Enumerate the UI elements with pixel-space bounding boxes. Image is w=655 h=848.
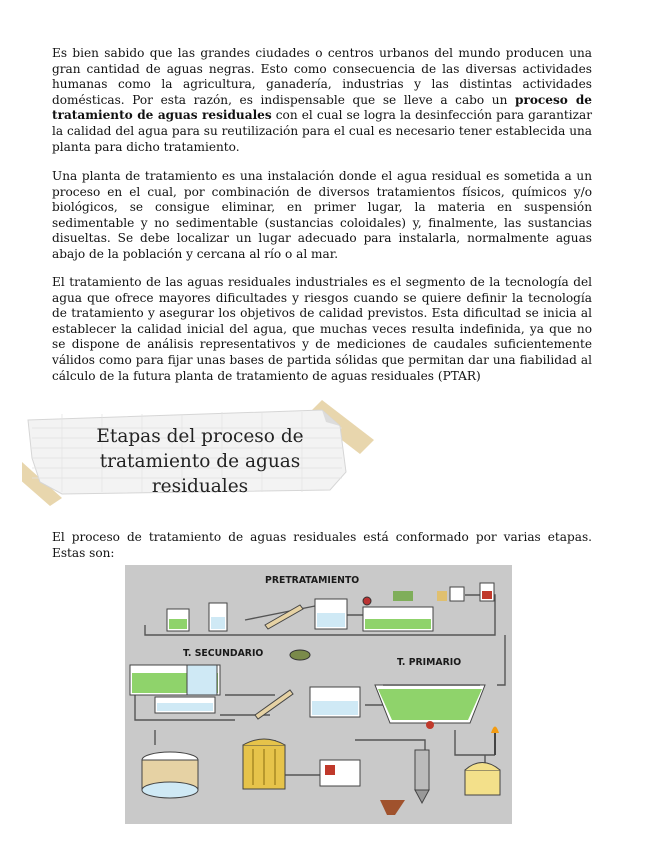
primary-treatment-label: T. PRIMARIO	[397, 657, 462, 668]
intro-paragraph	[52, 46, 592, 155]
primary-units	[375, 685, 485, 729]
pretreatment-label: PRETRATAMIENTO	[265, 575, 360, 586]
intro-text-before: Es bien sabido que las grandes ciudades o centros urbanos del mundo producen una gran cantidad de aguas negras. Esto como consecuencia de las diversas actividades humanas como la agricultura, ganadería, industrias y las distintas actividades domésticas. Por esta razón, es indispensable que se lleve a cabo un	[52, 46, 592, 107]
stages-banner-title	[60, 424, 340, 499]
pretreatment-units	[167, 583, 494, 631]
plant-definition-paragraph: Una planta de tratamiento es una instalación donde el agua residual es sometida a un proceso en el cual, por combinación de diversos tratamientos físicos, químicos y/o biológicos, se consigue eliminar, en primer lugar, la materia en suspensión sedimentable y no sedimentable (sustancias coloidales) y, finalmente, las sustancias disueltas. Se debe localizar un lugar adecuado para instalarla, normalmente aguas abajo de la población y cercana al río o al mar.	[52, 169, 592, 261]
intro-bold-phrase: proceso de tratamiento de aguas residuales	[52, 92, 592, 123]
stages-intro-paragraph: El proceso de tratamiento de aguas residuales está conformado por varias etapas. Estas son:	[52, 530, 592, 560]
banner-title-line-2: tratamiento de aguas residuales	[99, 451, 301, 497]
plant-schematic	[125, 565, 512, 824]
industrial-treatment-paragraph: El tratamiento de las aguas residuales industriales es el segmento de la tecnología del agua que ofrece mayores dificultades y riesgos cuando se quiere definir la tecnología de tratamiento y asegurar los objetivos de calidad previstos. Esta dificultad se inicia al establecer la calidad inicial del agua, que muchas veces resulta indefinida, ya que no se dispone de análisis representativos y de mediciones de caudales suficientemente válidos como para fijar unas bases de partida sólidas que permitan dar una fiabilidad al cálculo de la futura planta de tratamiento de aguas residuales (PTAR)	[52, 275, 592, 383]
treatment-plant-diagram	[125, 565, 512, 824]
banner-title-line-1: Etapas del proceso de	[96, 426, 304, 447]
sludge-units	[142, 727, 500, 816]
intro-text-after: con el cual se logra la desinfección para garantizar la calidad del agua para su reutilización para el cual es necesario tener establecida una planta para dicho tratamiento.	[52, 108, 592, 154]
secondary-units	[130, 650, 360, 719]
secondary-treatment-label: T. SECUNDARIO	[183, 648, 264, 659]
